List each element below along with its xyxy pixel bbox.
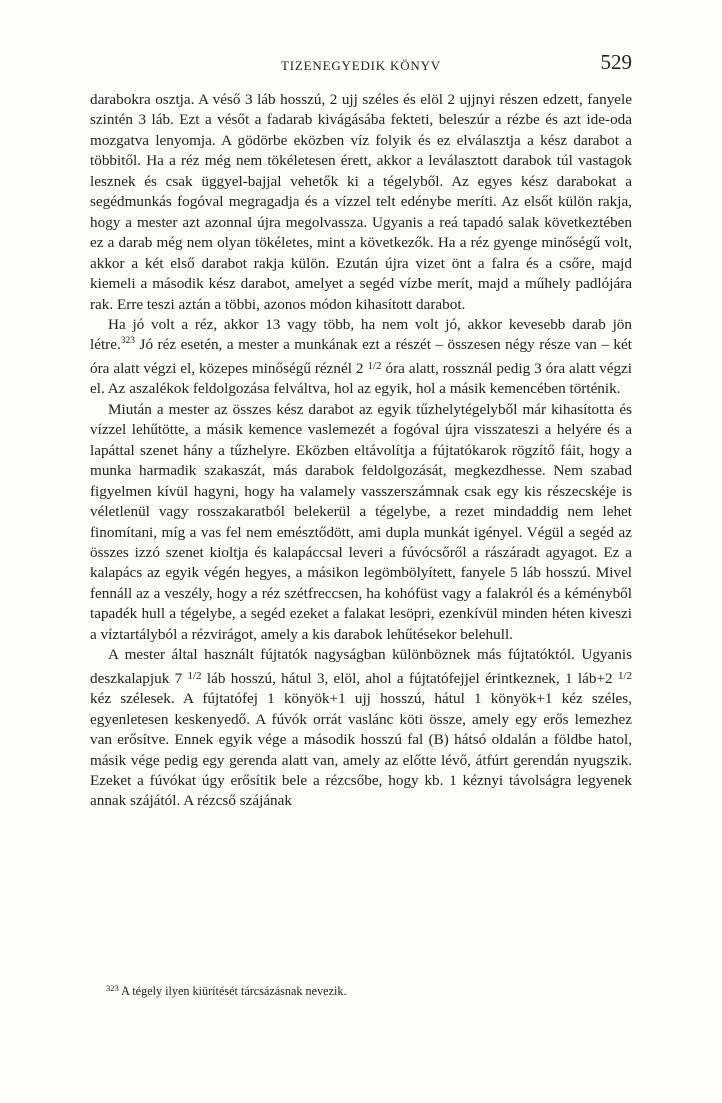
running-head: TIZENEGYEDIK KÖNYV xyxy=(281,58,441,73)
fraction: 1/2 xyxy=(367,359,382,372)
footnote-text: A tégely ilyen kiürítését tárcsázásnak nevezik. xyxy=(121,984,347,998)
footnote-number: 323 xyxy=(106,983,119,993)
body-text xyxy=(90,90,632,812)
paragraph-4-text-b: láb hosszú, hátul 3, elöl, ahol a fújtatófejjel érintkeznek, 1 láb+2 xyxy=(201,669,618,687)
paragraph-2-text-c: óra alatt, rossznál pedig 3 óra alatt végzi el. Az aszalékok feldolgozása felváltva, hol az egyik, hol a másik kemencében történik. xyxy=(90,359,633,398)
fraction: 1/2 xyxy=(187,669,202,682)
paragraph-4-text-a: A mester által használt fújtatók nagyságban különböznek más fújtatóktól. Ugyanis deszkalapjuk 7 xyxy=(90,646,632,687)
fraction: 1/2 xyxy=(617,669,632,682)
footnote-reference: 323 xyxy=(120,336,136,347)
paragraph-4-text-c: kéz szélesek. A fújtatófej 1 könyök+1 ujj hosszú, hátul 1 könyök+1 kéz széles, egyenletesen keskenyedő. A fúvók orrát vaslánc köti össze, amely egy erős lemezhez van erősítve. Ennek egyik vége a második hosszú fal (B) hátsó oldalán a földbe hatol, másik vége pedig egy gerenda alatt van, amely az előtte lévő, átfúrt gerendán nyugszik. Ezeket a fúvókat úgy erősítik bele a rézcsőbe, hogy kb. 1 kéznyi távolságra legyenek annak szájától. A rézcső szájának xyxy=(90,690,632,810)
paragraph-1: darabokra osztja. A véső 3 láb hosszú, 2 ujj széles és elöl 2 ujjnyi részen edzett, fanyele szintén 3 láb. Ezt a vésőt a fadarab kivágásába fekteti, beleszúr a rézbe és azt ide-oda mozgatva lenyomja. A gödörbe eközben víz folyik és ez elválasztja a kész darabot a többitől. Ha a réz még nem tökéletesen érett, akkor a leválasztott darabok túl vastagok lesznek és csak üggyel-bajjal vehetők ki a tégelyből. Az egyes kész darabokat a segédmunkás fogóval megragadja és a vízzel telt edénybe meríti. Az elsőt külön rakja, hogy a mester azt azonnal újra megolvassza. Ugyanis a reá tapadó salak következtében ez a darab még nem olyan tökéletes, mint a következők. Ha a réz gyenge minőségű volt, akkor a két első darabot rakja külön. Ezután újra vizet önt a falra és a csőre, majd kiemeli a második kész darabot, amelyet a segéd vízbe merít, majd a műhely padlójára rak. Erre teszi aztán a többi, azonos módon kihasított darabot. xyxy=(90,91,632,313)
paragraph-2-text-a: Ha jó volt a réz, akkor 13 vagy több, ha nem volt jó, akkor kevesebb darab jön létre. xyxy=(90,315,632,354)
page-header xyxy=(90,50,632,80)
page-number: 529 xyxy=(600,50,632,74)
paragraph-4 xyxy=(90,645,632,812)
paragraph-3: Miután a mester az összes kész darabot az egyik tűzhelytégelyből már kihasította és vízzel lehűtötte, a másik kemence vaslemezét a fogóval újra visszateszi a helyére és a lapáttal szenet hány a tűzhelyre. Eközben eltávolítja a fújtatókarok rögzítő fáit, hogy a munka harmadik szakaszát, más darabok feldolgozását, megkezdhesse. Nem szabad figyelmen kívül hagyni, hogy ha valamely vasszerszámnak csak egy kis részecskéje is véletlenül vagy rosszakaratból belekerül a tégelybe, a rezet mindaddig nem lehet finomítani, míg a vas fel nem emésztődött, ami dupla munkát igényel. Végül a segéd az összes izzó szenet kioltja és kalapáccsal leveri a fúvócsőről a rászáradt agyagot. Ez a kalapács az egyik végén hegyes, a másikon legömbölyített, fanyele 5 láb hosszú. Mivel fennáll az a veszély, hogy a réz szétfreccsen, ha kohófüst vagy a falakról és a kéményből tapadék hull a tégelybe, a segéd ezeket a falakat lesöpri, ezenkívül minden héten kiveszi a víztartályból a rézvirágot, amely a kis darabok lehűtésekor belehull. xyxy=(90,400,632,643)
paragraph-2 xyxy=(90,315,632,400)
footnote xyxy=(106,983,626,999)
paragraph-2-text-b: Jó réz esetén, a mester a munkának ezt a részét – összesen négy része van – két óra alatt végzi el, közepes minőségű réznél 2 xyxy=(90,336,632,377)
